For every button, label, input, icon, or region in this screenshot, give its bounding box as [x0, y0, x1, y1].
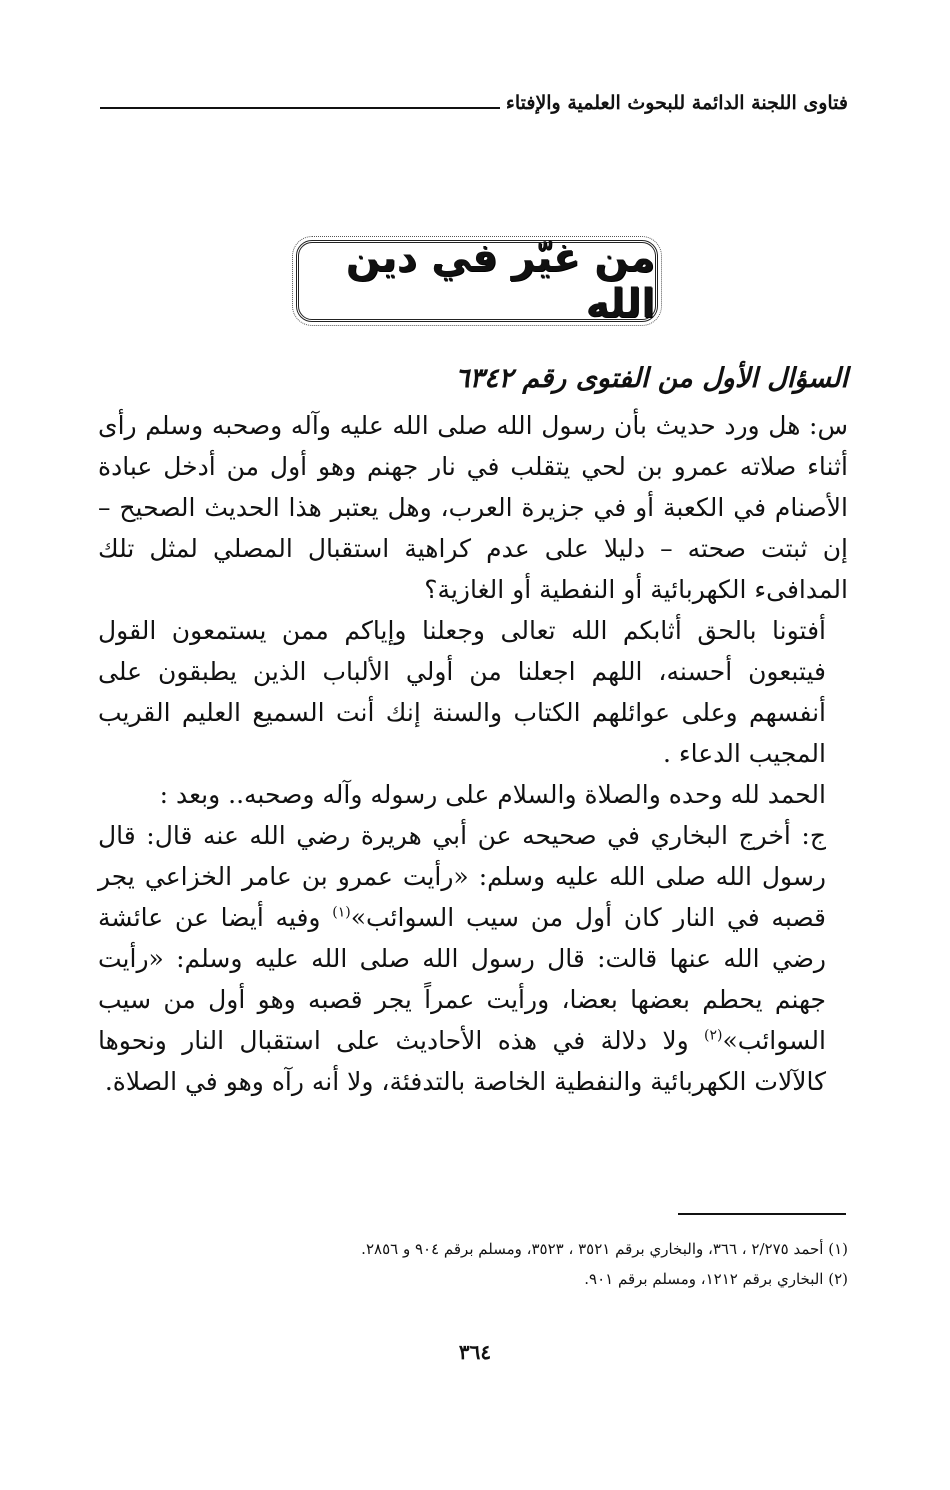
body-text: [98, 355, 848, 1102]
running-header: [100, 78, 848, 114]
header-rule: [100, 107, 500, 109]
page-number: ٣٦٤: [458, 1340, 492, 1364]
section-title: من غيّر في دين الله: [345, 235, 655, 327]
footnote-mark-1: (١): [332, 904, 351, 921]
footnote-2: (٢) البخاري برقم ١٢١٢، ومسلم برقم ٩٠١.: [584, 1270, 848, 1288]
question-heading: السؤال الأول من الفتوى رقم ٦٣٤٢: [455, 363, 848, 394]
footnote-mark-2: (٢): [704, 1027, 723, 1044]
footnote-1: (١) أحمد ٢/٢٧٥ ، ٣٦٦، والبخاري برقم ٣٥٢١ ، ٣٥٢٣، ومسلم برقم ٩٠٤ و ٢٨٥٦.: [361, 1240, 848, 1258]
answer-text-2: وفيه أيضا عن عائشة رضي الله عنها قالت: قال رسول الله صلى الله عليه وسلم: «رأيت جهنم يحطم بعضها بعضا، ورأيت عمراً يجر قصبه وهو أول من سيب السوائب»: [98, 903, 826, 1055]
answer-paragraph: [98, 815, 848, 1102]
footnotes: [98, 1234, 848, 1294]
footnote-rule: [678, 1213, 846, 1215]
running-title: فتاوى اللجنة الدائمة للبحوث العلمية والإفتاء: [505, 92, 848, 114]
answer-text-1: ج: أخرج البخاري في صحيحه عن أبي هريرة رضي الله عنه قال: قال رسول الله صلى الله عليه وسلم: «رأيت عمرو بن عامر الخزاعي يجر قصبه في النار كان أول من سيب السوائب»: [98, 821, 827, 932]
request-paragraph: أفتونا بالحق أثابكم الله تعالى وجعلنا وإياكم ممن يستمعون القول فيتبعون أحسنه، اللهم اجعلنا من أولي الألباب الذين يطبقون على أنفسهم وعلى عوائلهم الكتاب والسنة إنك أنت السميع العليم القريب المجيب الدعاء .: [98, 616, 826, 768]
question-paragraph: س: هل ورد حديث بأن رسول الله صلى الله عليه وآله وصحبه وسلم رأى أثناء صلاته عمرو بن لحي يتقلب في نار جهنم وهو أول من أدخل عبادة الأصنام في الكعبة أو في جزيرة العرب، وهل يعتبر هذا الحديث الصحيح – إن ثبتت صحته – دليلا على عدم كراهية استقبال المصلي لمثل تلك المدافىء الكهربائية أو النفطية أو الغازية؟: [98, 411, 848, 604]
praise-paragraph: الحمد لله وحده والصلاة والسلام على رسوله وآله وصحبه.. وبعد :: [159, 780, 826, 809]
answer-text-3: ولا دلالة في هذه الأحاديث على استقبال النار ونحوها كالآلات الكهربائية والنفطية الخاصة بالتدفئة، ولا أنه رآه وهو في الصلاة.: [98, 1026, 826, 1096]
section-title-frame: [296, 235, 658, 327]
